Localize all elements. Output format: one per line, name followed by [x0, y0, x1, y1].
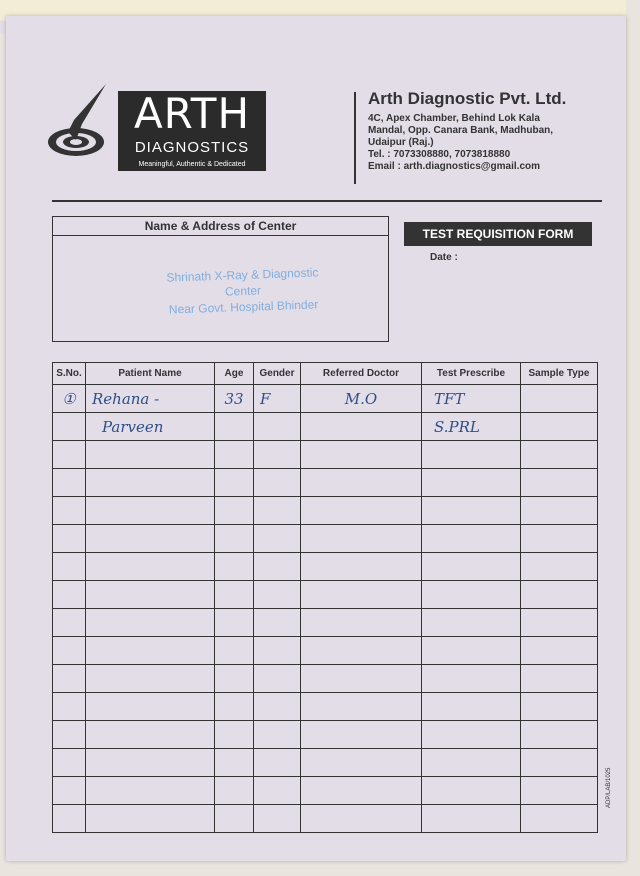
table-cell — [254, 413, 301, 441]
logo-word: ARTH — [133, 89, 251, 138]
table-row — [53, 469, 598, 497]
hw-doctor: M.O — [301, 385, 422, 413]
company-address — [368, 113, 568, 173]
logo-subword: DIAGNOSTICS — [134, 139, 250, 156]
table-row — [53, 749, 598, 777]
date-label: Date : — [430, 252, 458, 263]
table-row — [53, 441, 598, 469]
col-test-prescribe: Test Prescribe — [422, 363, 521, 385]
table-row — [53, 497, 598, 525]
hw-age: 33 — [215, 385, 254, 413]
hw-gender: F — [254, 385, 301, 413]
table-row — [53, 805, 598, 833]
table-row — [53, 553, 598, 581]
col-referred-doctor: Referred Doctor — [301, 363, 422, 385]
stamp-line: Center — [224, 283, 262, 299]
col-sno: S.No. — [53, 363, 86, 385]
form-code: ADP/LAB/1025 — [606, 767, 612, 808]
hw-sno: ① — [53, 385, 86, 413]
form-title: TEST REQUISITION FORM — [404, 222, 592, 246]
address-line: 4C, Apex Chamber, Behind Lok Kala — [368, 113, 540, 124]
table-row — [53, 665, 598, 693]
logo-tagline: Meaningful, Authentic & Dedicated — [138, 161, 246, 168]
requisition-form-page — [6, 16, 626, 861]
table-row — [53, 413, 598, 441]
header-divider — [354, 92, 356, 184]
table-cell — [215, 413, 254, 441]
col-gender: Gender — [254, 363, 301, 385]
col-sample-type: Sample Type — [521, 363, 598, 385]
table-row — [53, 693, 598, 721]
col-patient-name: Patient Name — [86, 363, 215, 385]
header-rule — [52, 200, 602, 202]
address-line: Mandal, Opp. Canara Bank, Madhuban, — [368, 125, 554, 136]
email-line: Email : arth.diagnostics@gmail.com — [368, 161, 541, 172]
table-cell — [521, 385, 598, 413]
table-row — [53, 525, 598, 553]
hw-test-line2: S.PRL — [422, 413, 521, 441]
table-row — [53, 609, 598, 637]
col-age: Age — [215, 363, 254, 385]
table-row — [53, 385, 598, 413]
hw-name-line1: Rehana - — [86, 385, 215, 413]
table-cell — [301, 413, 422, 441]
patient-table — [52, 362, 598, 833]
table-row — [53, 637, 598, 665]
phone-line: Tel. : 7073308880, 7073818880 — [368, 149, 511, 160]
company-name: Arth Diagnostic Pvt. Ltd. — [368, 89, 567, 108]
center-address-box — [52, 216, 389, 342]
stamp-line: Shrinath X-Ray & Diagnostic — [166, 265, 319, 285]
address-line: Udaipur (Raj.) — [368, 137, 434, 148]
stamp-line: Near Govt. Hospital Bhinder — [168, 297, 319, 317]
table-row — [53, 721, 598, 749]
table-cell — [53, 413, 86, 441]
hw-name-line2: Parveen — [86, 413, 215, 441]
table-row — [53, 581, 598, 609]
center-box-title: Name & Address of Center — [53, 217, 388, 236]
table-header-row — [53, 363, 598, 385]
hw-test-line1: TFT — [422, 385, 521, 413]
center-stamp — [142, 264, 344, 319]
table-cell — [521, 413, 598, 441]
table-row — [53, 777, 598, 805]
